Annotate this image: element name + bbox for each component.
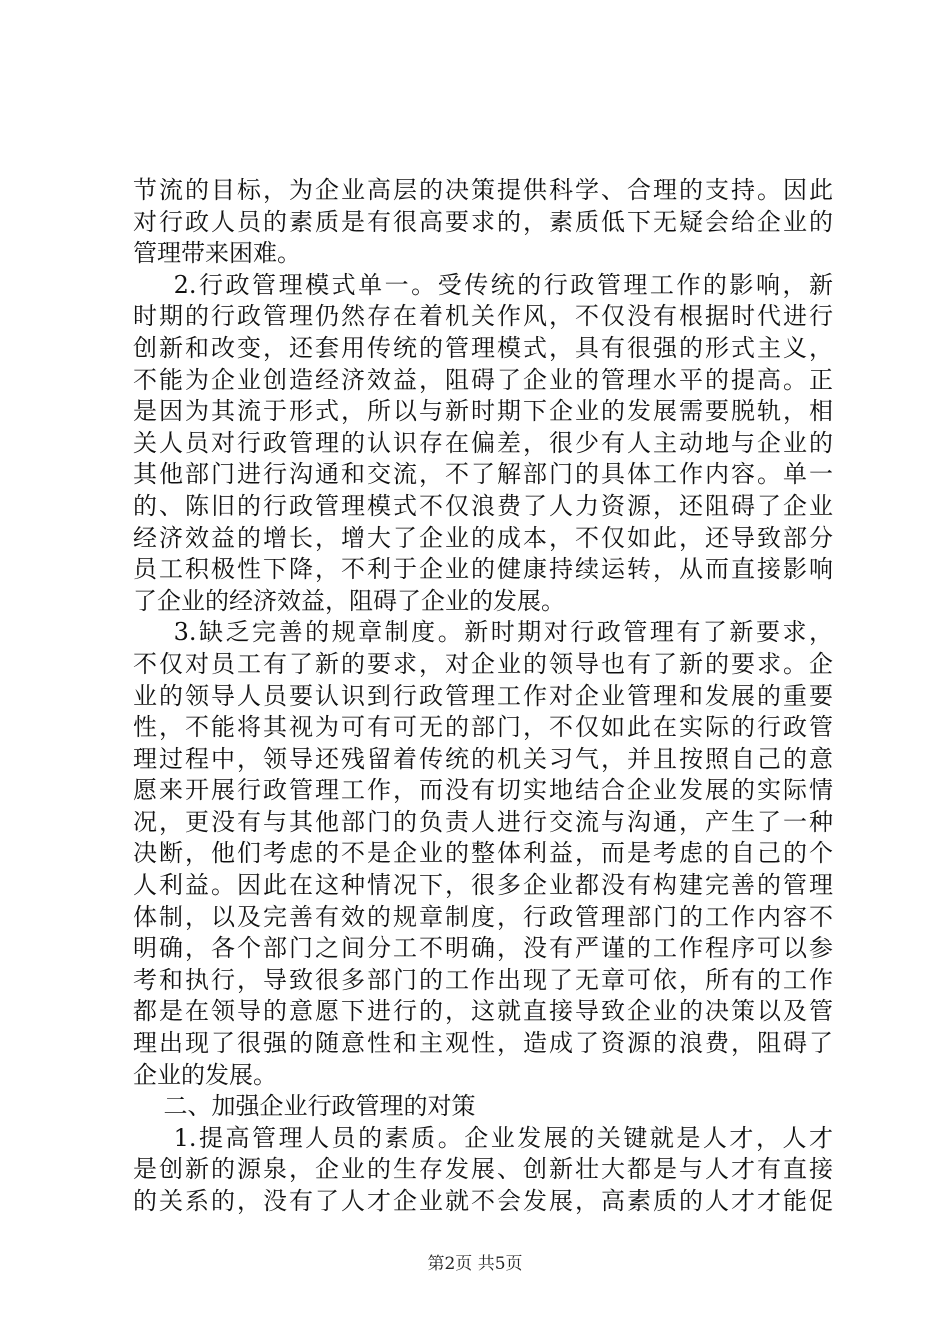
text-line: 明确，各个部门之间分工不明确，没有严谨的工作程序可以参 <box>133 934 833 963</box>
text-line: 了企业的经济效益，阻碍了企业的发展。 <box>133 586 565 615</box>
text-line: 其他部门进行沟通和交流，不了解部门的具体工作内容。单一 <box>133 460 833 489</box>
text-line: 2.行政管理模式单一。受传统的行政管理工作的影响，新 <box>133 270 833 299</box>
page-footer: 第2页 共5页 <box>427 1254 523 1274</box>
document-body <box>133 175 833 1218</box>
text-line: 人利益。因此在这种情况下，很多企业都没有构建完善的管理 <box>133 871 833 900</box>
text-line: 考和执行，导致很多部门的工作出现了无章可依，所有的工作 <box>133 965 833 994</box>
text-line: 都是在领导的意愿下进行的，这就直接导致企业的决策以及管 <box>133 997 833 1026</box>
text-line: 理过程中，领导还残留着传统的机关习气，并且按照自己的意 <box>133 744 833 773</box>
text-line: 1.提高管理人员的素质。企业发展的关键就是人才，人才 <box>133 1123 833 1152</box>
text-line: 业的领导人员要认识到行政管理工作对企业管理和发展的重要 <box>133 681 833 710</box>
text-line: 经济效益的增长，增大了企业的成本，不仅如此，还导致部分 <box>133 523 833 552</box>
text-line: 性，不能将其视为可有可无的部门，不仅如此在实际的行政管 <box>133 713 833 742</box>
text-line: 企业的发展。 <box>133 1060 277 1089</box>
text-line: 关人员对行政管理的认识存在偏差，很少有人主动地与企业的 <box>133 428 833 457</box>
text-line: 时期的行政管理仍然存在着机关作风，不仅没有根据时代进行 <box>133 302 833 331</box>
text-line: 的、陈旧的行政管理模式不仅浪费了人力资源，还阻碍了企业 <box>133 491 833 520</box>
text-line: 对行政人员的素质是有很高要求的，素质低下无疑会给企业的 <box>133 207 833 236</box>
text-line: 二、加强企业行政管理的对策 <box>133 1092 476 1121</box>
text-line: 理出现了很强的随意性和主观性，造成了资源的浪费，阻碍了 <box>133 1029 833 1058</box>
text-line: 3.缺乏完善的规章制度。新时期对行政管理有了新要求， <box>133 618 833 647</box>
text-line: 是因为其流于形式，所以与新时期下企业的发展需要脱轨，相 <box>133 397 833 426</box>
text-line: 体制，以及完善有效的规章制度，行政管理部门的工作内容不 <box>133 902 833 931</box>
text-line: 决断，他们考虑的不是企业的整体利益，而是考虑的自己的个 <box>133 839 833 868</box>
text-line: 管理带来困难。 <box>133 239 301 268</box>
text-line: 节流的目标，为企业高层的决策提供科学、合理的支持。因此 <box>133 176 833 204</box>
text-line: 的关系的，没有了人才企业就不会发展，高素质的人才才能促 <box>133 1187 833 1215</box>
text-line: 不仅对员工有了新的要求，对企业的领导也有了新的要求。企 <box>133 649 833 678</box>
text-line: 创新和改变，还套用传统的管理模式，具有很强的形式主义， <box>133 333 833 362</box>
text-line: 员工积极性下降，不利于企业的健康持续运转，从而直接影响 <box>133 555 833 584</box>
text-line: 愿来开展行政管理工作，而没有切实地结合企业发展的实际情 <box>133 776 833 805</box>
text-line: 是创新的源泉，企业的生存发展、创新壮大都是与人才有直接 <box>133 1155 833 1184</box>
text-line: 不能为企业创造经济效益，阻碍了企业的管理水平的提高。正 <box>133 365 833 394</box>
text-line: 况，更没有与其他部门的负责人进行交流与沟通，产生了一种 <box>133 807 833 836</box>
